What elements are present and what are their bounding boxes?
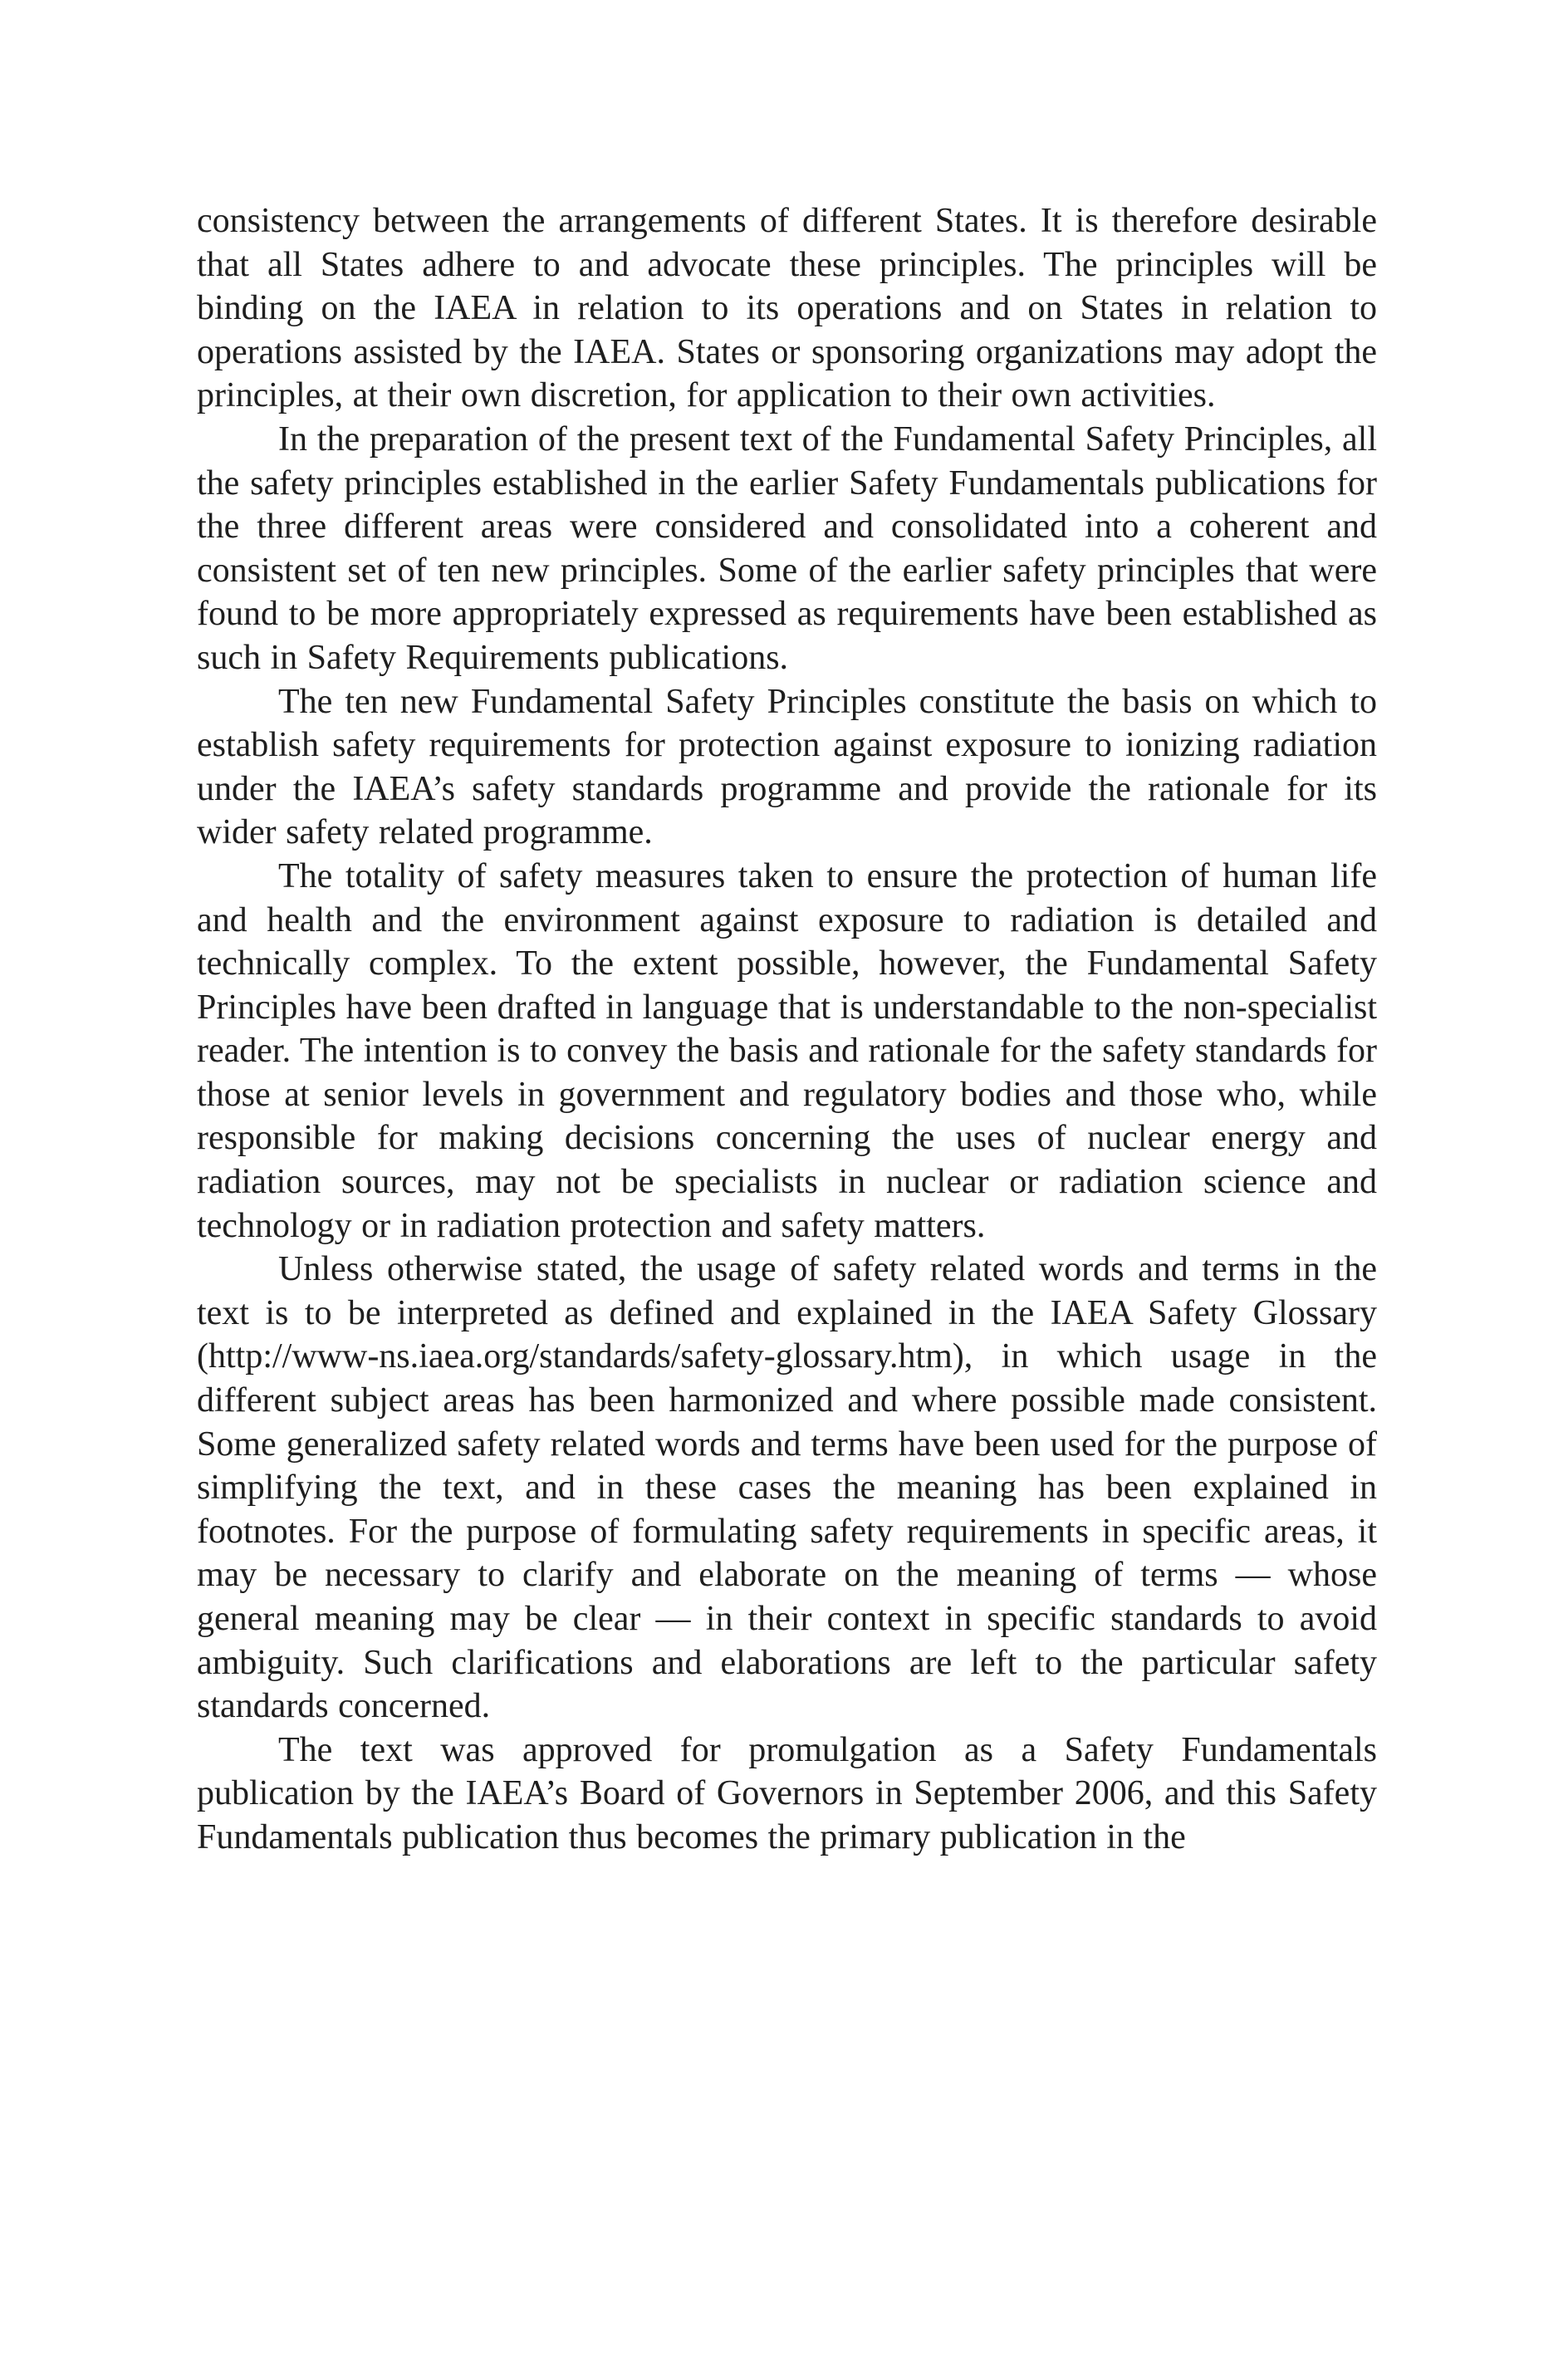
paragraph: Unless otherwise stated, the usage of safety related words and terms in the text is to be interpreted as defined and explained in the IAEA Safety Glossary (http://www-ns.iaea.org/standards/safety-glossary.htm), in which usage in the different subject areas has been harmonized and where possible made consistent. Some generalized safety related words and terms have been used for the purpose of simplifying the text, and in these cases the meaning has been explained in footnotes. For the purpose of formulating safety requirements in specific areas, it may be necessary to clarify and elaborate on the meaning of terms — whose general meaning may be clear — in their context in specific standards to avoid ambiguity. Such clarifications and elaborations are left to the particular safety standards concerned. (197, 1250, 1377, 1726)
paragraph: In the preparation of the present text of the Fundamental Safety Principles, all the safety principles established in the earlier Safety Fundamentals publications for the three different areas were considered and consolidated into a coherent and consistent set of ten new principles. Some of the earlier safety principles that were found to be more appropriately expressed as requirements have been established as such in Safety Requirements publications. (197, 419, 1377, 677)
paragraph: The totality of safety measures taken to ensure the protection of human life and health and the environment against exposure to radiation is detailed and technically complex. To the extent possible, however, the Fundamental Safety Principles have been drafted in language that is understandable to the non-specialist reader. The intention is to convey the basis and rationale for the safety standards for those at senior levels in government and regulatory bodies and those who, while responsible for making decisions concerning the uses of nuclear energy and radiation sources, may not be specialists in nuclear or radiation science and technology or in radiation protection and safety matters. (197, 856, 1377, 1245)
body-text-block (197, 199, 1377, 1860)
paragraph: The text was approved for promulgation as a Safety Fundamentals publication by the IAEA’s Board of Governors in September 2006, and this Safety Fundamentals publication thus becomes the primary publication in the (197, 1730, 1377, 1856)
paragraph: The ten new Fundamental Safety Principles constitute the basis on which to establish safety requirements for protection against exposure to ionizing radiation under the IAEA’s safety standards programme and provide the rationale for its wider safety related programme. (197, 682, 1377, 852)
paragraph: consistency between the arrangements of different States. It is therefore desirable that all States adhere to and advocate these principles. The principles will be binding on the IAEA in relation to its operations and on States in relation to operations assisted by the IAEA. States or sponsoring organizations may adopt the principles, at their own discretion, for application to their own activities. (197, 202, 1377, 415)
